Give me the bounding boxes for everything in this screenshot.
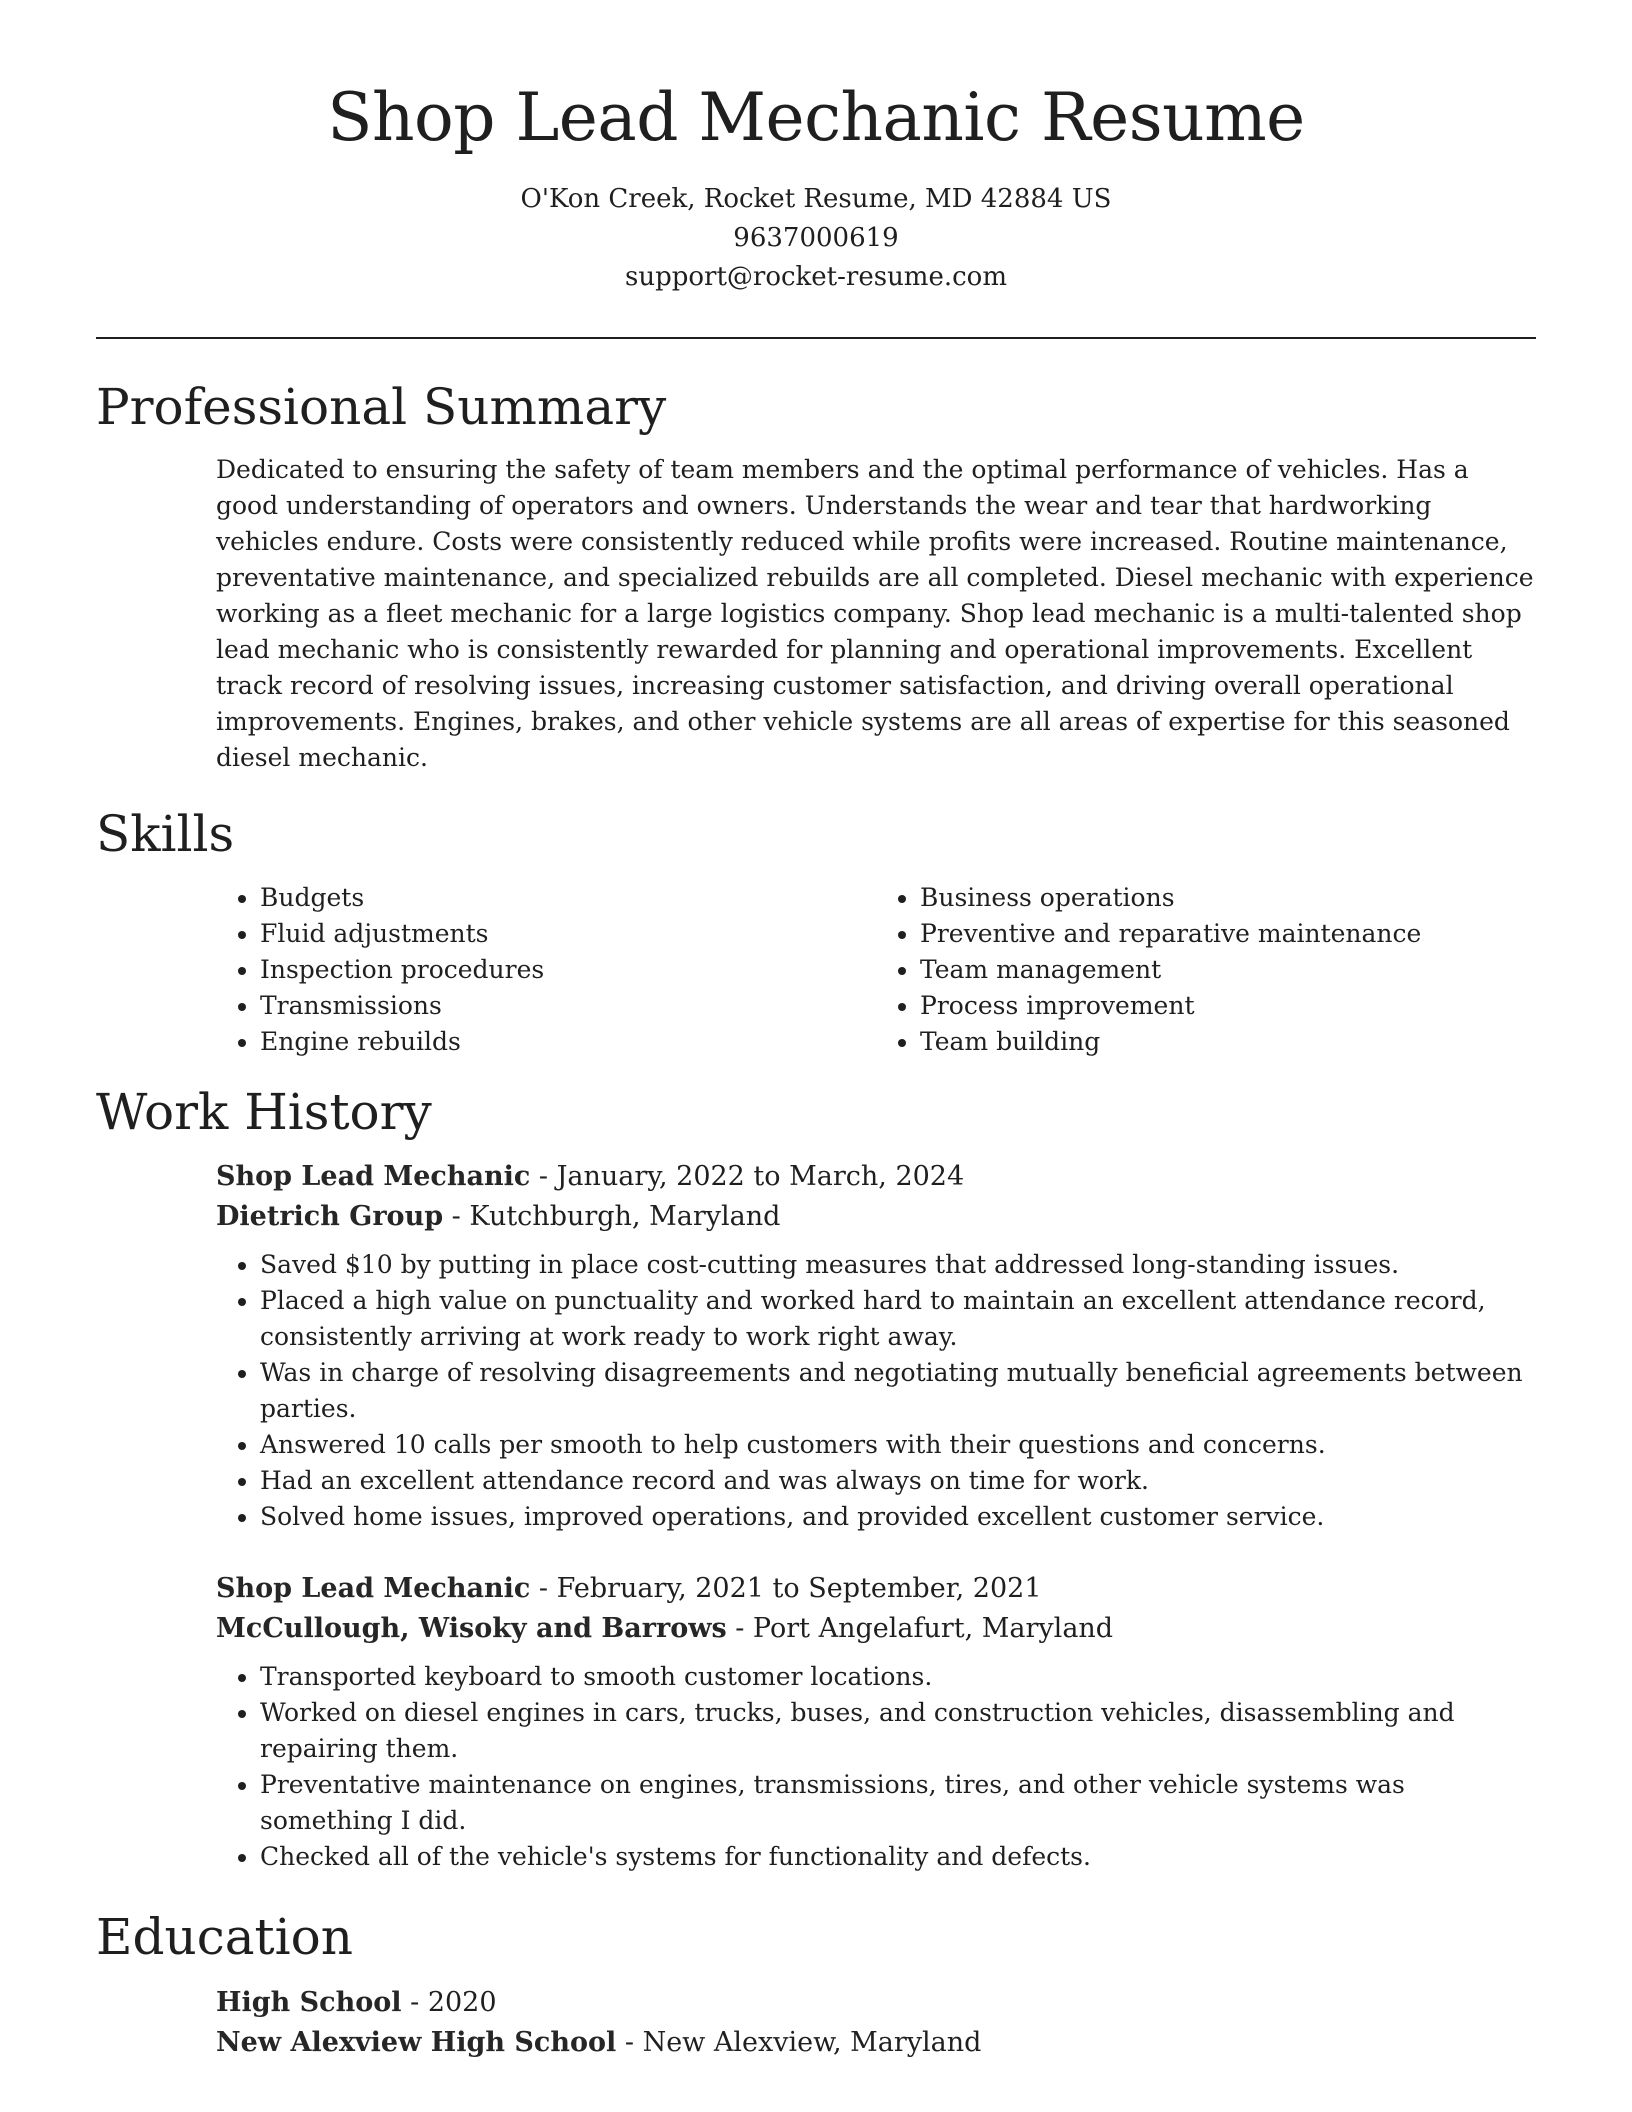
job-title-line — [216, 1569, 1536, 1609]
contact-phone: 9637000619 — [733, 222, 899, 253]
job-bullet: • Preventative maintenance on engines, transmissions, tires, and other vehicle systems was something I did. — [260, 1767, 1536, 1839]
work-history-heading: Work History — [96, 1082, 432, 1141]
skill-item: • Team building — [920, 1024, 1536, 1060]
skill-item: • Fluid adjustments — [260, 916, 876, 952]
skills-section — [216, 880, 1536, 1060]
job-company-line — [216, 1197, 1536, 1237]
job-bullet: • Checked all of the vehicle's systems for functionality and defects. — [260, 1839, 1536, 1875]
job-bullet: • Saved $10 by putting in place cost-cutting measures that addressed long-standing issues. — [260, 1247, 1536, 1283]
job-company-line — [216, 1609, 1536, 1649]
skill-item: • Process improvement — [920, 988, 1536, 1024]
job-bullets — [216, 1659, 1536, 1875]
education-school: New Alexview High School — [216, 2026, 617, 2058]
job-title-line — [216, 1157, 1536, 1197]
job-title: Shop Lead Mechanic — [216, 1161, 531, 1193]
job-title: Shop Lead Mechanic — [216, 1573, 531, 1605]
skill-item: • Preventive and reparative maintenance — [920, 916, 1536, 952]
job-location: - Kutchburgh, Maryland — [443, 1201, 781, 1233]
skills-heading: Skills — [96, 805, 235, 864]
education-location: - New Alexview, Maryland — [616, 2026, 982, 2058]
summary-text: Dedicated to ensuring the safety of team members and the optimal performance of vehicles. Has a good understanding of operators and owners. Understands the wear and tear that hardworking vehicles endure. Costs were consistently reduced while profits were increased. Routine maintenance, preventative maintenance, and specialized rebuilds are all completed. Diesel mechanic with experience working as a fleet mechanic for a large logistics company. Shop lead mechanic is a multi-talented shop lead mechanic who is consistently rewarded for planning and operational improvements. Excellent track record of resolving issues, increasing customer satisfaction, and driving overall operational improvements. Engines, brakes, and other vehicle systems are all areas of expertise for this seasoned diesel mechanic. — [216, 455, 1534, 773]
job-bullet: • Answered 10 calls per smooth to help customers with their questions and concerns. — [260, 1427, 1536, 1463]
education-degree-line — [216, 1983, 1536, 2023]
job-company: McCullough, Wisoky and Barrows — [216, 1613, 727, 1645]
skill-item: • Engine rebuilds — [260, 1024, 876, 1060]
skills-grid — [216, 880, 1536, 1060]
job-bullet: • Was in charge of resolving disagreements and negotiating mutually beneficial agreements between parties. — [260, 1355, 1536, 1427]
contact-email: support@rocket-resume.com — [624, 261, 1007, 292]
education-heading: Education — [96, 1908, 353, 1967]
job-entry — [216, 1569, 1536, 1875]
job-bullet: • Worked on diesel engines in cars, trucks, buses, and construction vehicles, disassembling and repairing them. — [260, 1695, 1536, 1767]
skill-item: • Transmissions — [260, 988, 876, 1024]
skills-list-right — [876, 880, 1536, 1060]
education-section — [216, 1983, 1536, 2063]
job-bullet: • Transported keyboard to smooth customer locations. — [260, 1659, 1536, 1695]
contact-address: O'Kon Creek, Rocket Resume, MD 42884 US — [520, 183, 1112, 214]
education-school-line — [216, 2023, 1536, 2063]
education-degree: High School — [216, 1986, 402, 2018]
skill-item: • Budgets — [260, 880, 876, 916]
summary-heading: Professional Summary — [96, 377, 667, 436]
job-dates: - February, 2021 to September, 2021 — [530, 1573, 1042, 1605]
job-company: Dietrich Group — [216, 1201, 444, 1233]
job-bullet: • Placed a high value on punctuality and worked hard to maintain an excellent attendance record, consistently arriving at work ready to work right away. — [260, 1283, 1536, 1355]
skill-item: • Inspection procedures — [260, 952, 876, 988]
job-location: - Port Angelafurt, Maryland — [726, 1613, 1114, 1645]
work-history-section — [216, 1157, 1536, 1875]
skill-item: • Business operations — [920, 880, 1536, 916]
job-bullet: • Solved home issues, improved operations, and provided excellent customer service. — [260, 1499, 1536, 1535]
summary-section — [216, 452, 1536, 776]
job-bullet: • Had an excellent attendance record and was always on time for work. — [260, 1463, 1536, 1499]
education-year: - 2020 — [401, 1986, 497, 2018]
job-entry — [216, 1157, 1536, 1535]
resume-header — [96, 80, 1536, 297]
header-divider — [96, 337, 1536, 339]
job-dates: - January, 2022 to March, 2024 — [530, 1161, 965, 1193]
skills-list-left — [216, 880, 876, 1060]
job-bullets — [216, 1247, 1536, 1535]
resume-title: Shop Lead Mechanic Resume — [327, 79, 1305, 156]
skill-item: • Team management — [920, 952, 1536, 988]
